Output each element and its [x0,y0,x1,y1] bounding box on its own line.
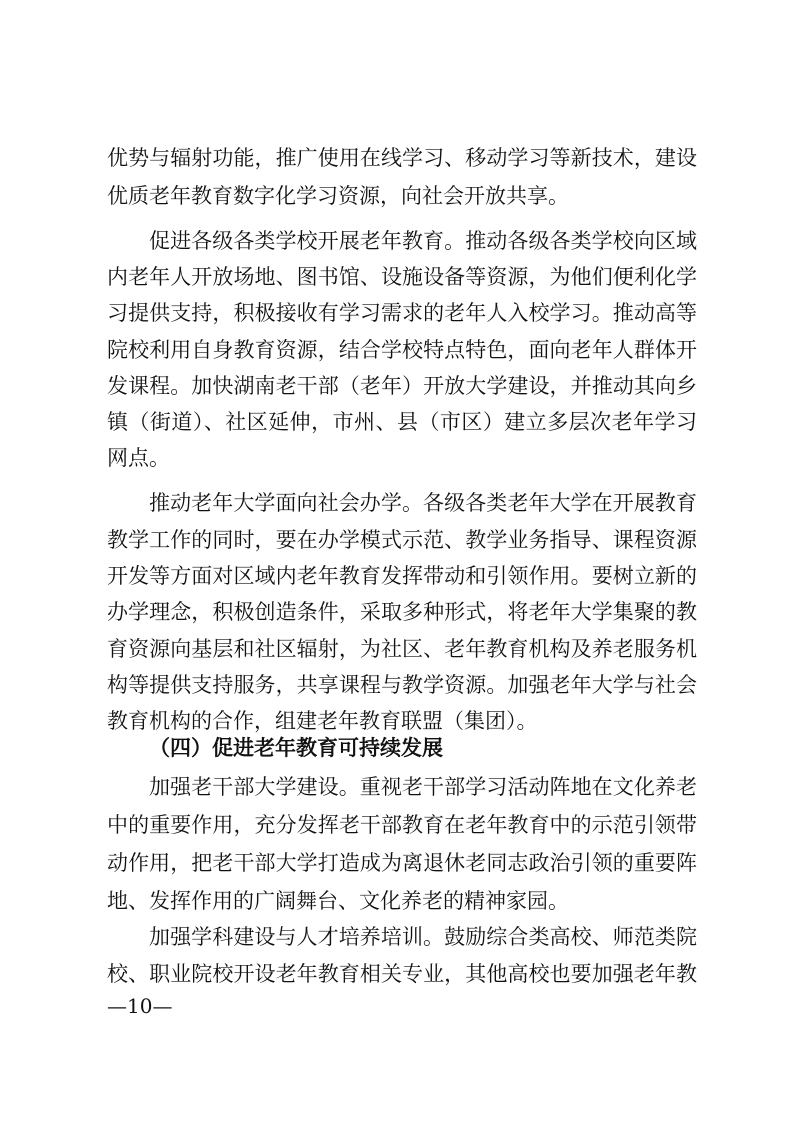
body-line: 网点。 [107,446,170,470]
body-line: 校、职业院校开设老年教育相关专业，其他高校也要加强老年教 [107,962,697,986]
body-line: 促进各级各类学校开展老年教育。推动各级各类学校向区域 [149,229,697,253]
section-heading: （四）促进老年教育可持续发展 [149,736,443,760]
body-line: 加强学科建设与人才培养培训。鼓励综合类高校、师范类院 [149,925,697,949]
body-line: 构等提供支持服务，共享课程与教学资源。加强老年大学与社会 [107,673,697,697]
body-line: 镇（街道）、社区延伸，市州、县（市区）建立多层次老年学习 [107,410,697,434]
body-line: 育资源向基层和社区辐射，为社区、老年教育机构及养老服务机 [107,637,697,661]
body-line: 教育机构的合作，组建老年教育联盟（集团）。 [107,709,538,733]
body-line: 开发等方面对区域内老年教育发挥带动和引领作用。要树立新的 [107,564,697,588]
body-line: 教学工作的同时，要在办学模式示范、教学业务指导、课程资源 [107,528,697,552]
body-line: 内老年人开放场地、图书馆、设施设备等资源，为他们便利化学 [107,265,697,289]
body-line: 加强老干部大学建设。重视老干部学习活动阵地在文化养老 [149,775,697,799]
body-line: 优势与辐射功能，推广使用在线学习、移动学习等新技术，建设 [107,146,697,170]
body-line: 院校利用自身教育资源，结合学校特点特色，面向老年人群体开 [107,338,697,362]
body-line: 中的重要作用，充分发挥老干部教育在老年教育中的示范引领带 [107,813,697,837]
body-line: 习提供支持，积极接收有学习需求的老年人入校学习。推动高等 [107,301,697,325]
body-line: 推动老年大学面向社会办学。各级各类老年大学在开展教育 [149,491,697,515]
body-line: 优质老年教育数字化学习资源，向社会开放共享。 [107,184,569,208]
page-number: —10— [107,994,173,1018]
body-line: 发课程。加快湖南老干部（老年）开放大学建设，并推动其向乡 [107,374,697,398]
body-line: 地、发挥作用的广阔舞台、文化养老的精神家园。 [107,889,569,913]
body-line: 办学理念，积极创造条件，采取多种形式，将老年大学集聚的教 [107,600,697,624]
body-line: 动作用，把老干部大学打造成为离退休老同志政治引领的重要阵 [107,851,697,875]
